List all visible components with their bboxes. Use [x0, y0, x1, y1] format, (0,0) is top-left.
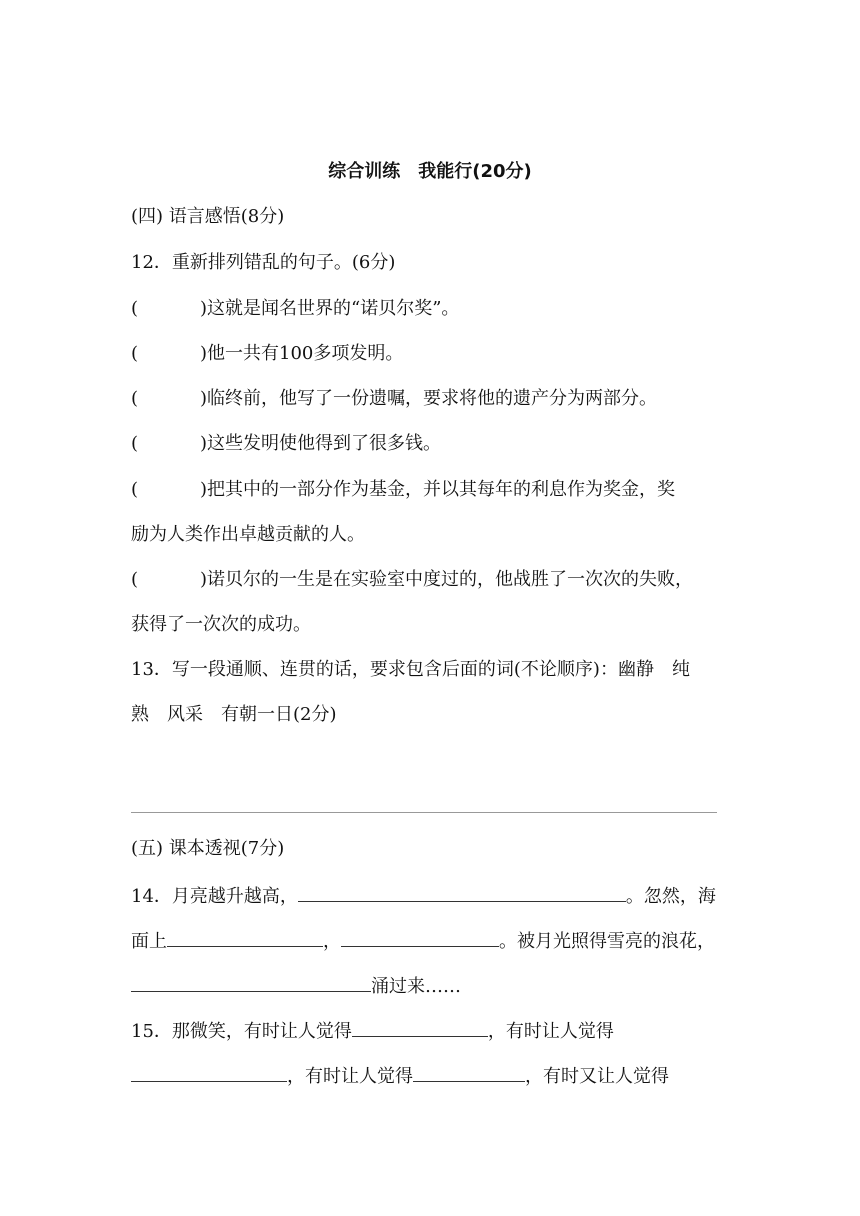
question-13-line-2: 熟 风采 有朝一日(2分): [131, 704, 337, 725]
fill-blank[interactable]: [298, 883, 626, 902]
question-12-prompt: 12．重新排列错乱的句子。(6分): [131, 252, 396, 273]
reorder-item-text: 临终前，他写了一份遗嘱，要求将他的遗产分为两部分。: [207, 388, 657, 409]
reorder-item-text: 这些发明使他得到了很多钱。: [207, 433, 441, 454]
order-answer-slot[interactable]: ( ): [131, 388, 207, 409]
fill-blank[interactable]: [131, 1063, 287, 1082]
fill-blank[interactable]: [341, 928, 499, 947]
order-answer-slot[interactable]: ( ): [131, 479, 207, 500]
order-answer-slot[interactable]: ( ): [131, 433, 207, 454]
reorder-item-1: [131, 297, 459, 321]
fill-blank[interactable]: [413, 1063, 525, 1082]
reorder-item-6-continued: 获得了一次次的成功。: [131, 614, 311, 635]
section-4-heading: (四) 语言感悟(8分): [131, 206, 285, 227]
reorder-item-2: [131, 342, 403, 366]
reorder-item-5-continued: 励为人类作出卓越贡献的人。: [131, 524, 365, 545]
fill-blank[interactable]: [167, 928, 323, 947]
question-14-line-1: 14．月亮越升越高， 。忽然，海: [131, 883, 716, 909]
answer-writing-line[interactable]: [131, 812, 717, 813]
order-answer-slot[interactable]: ( ): [131, 343, 207, 364]
reorder-item-6: [131, 568, 693, 592]
question-15-line-1: 15．那微笑，有时让人觉得 ，有时让人觉得: [131, 1018, 614, 1044]
page-title: 综合训练 我能行(20分): [328, 161, 532, 182]
question-14-line-3: 涌过来……: [131, 973, 461, 999]
fill-blank[interactable]: [352, 1018, 488, 1037]
question-14-line-2: 面上 ， 。被月光照得雪亮的浪花，: [131, 928, 715, 954]
order-answer-slot[interactable]: ( ): [131, 569, 207, 590]
reorder-item-text: 这就是闻名世界的“诺贝尔奖”。: [207, 298, 460, 319]
reorder-item-text: 他一共有100多项发明。: [207, 343, 404, 364]
question-13-line-1: 13．写一段通顺、连贯的话，要求包含后面的词(不论顺序)：幽静 纯: [131, 659, 690, 680]
fill-blank[interactable]: [131, 973, 371, 992]
reorder-item-5: [131, 478, 675, 502]
reorder-item-text: 把其中的一部分作为基金，并以其每年的利息作为奖金，奖: [207, 479, 675, 500]
reorder-item-text: 诺贝尔的一生是在实验室中度过的，他战胜了一次次的失败，: [207, 569, 693, 590]
order-answer-slot[interactable]: ( ): [131, 298, 207, 319]
section-5-heading: (五) 课本透视(7分): [131, 838, 285, 859]
question-15-line-2: ，有时让人觉得 ，有时又让人觉得: [131, 1063, 669, 1089]
reorder-item-4: [131, 432, 441, 456]
reorder-item-3: [131, 387, 657, 411]
